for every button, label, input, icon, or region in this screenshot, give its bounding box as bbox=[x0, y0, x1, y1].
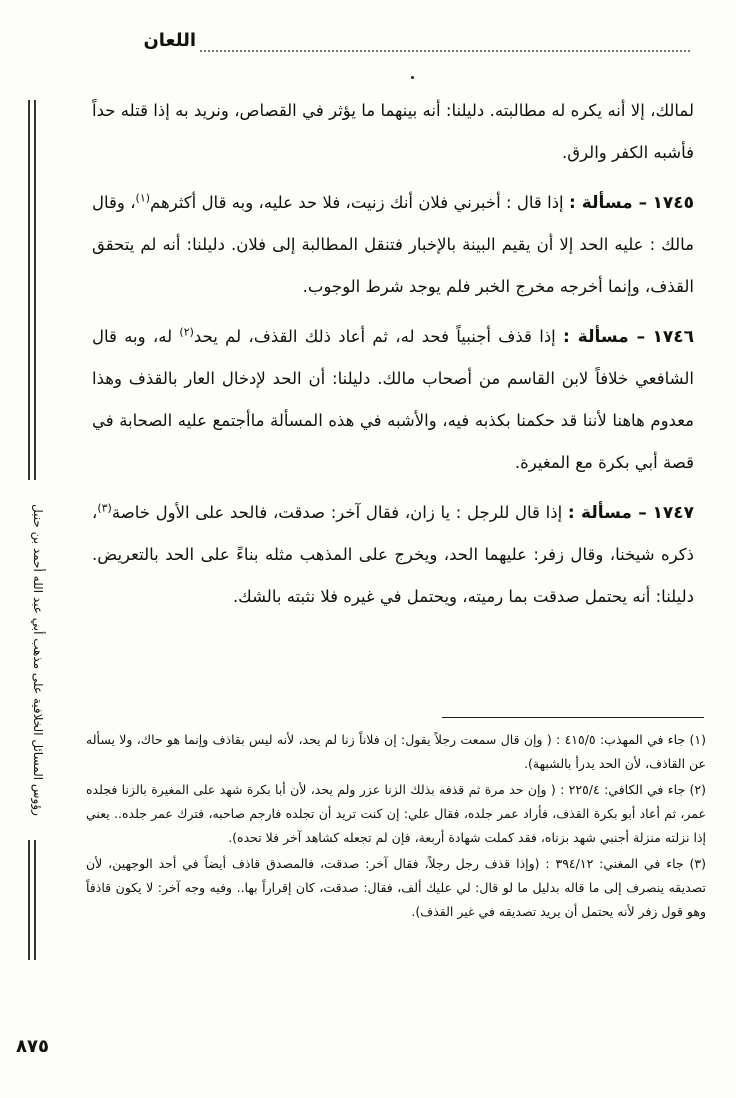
issue-number: ١٧٤٥ bbox=[652, 193, 695, 213]
running-book-title: رؤوس المسائل الخلافية على مذهب أبي عبد الله أحمد بن حنبل bbox=[6, 480, 46, 840]
issue-label: مسألة : bbox=[567, 503, 632, 523]
issue-text-rest: ، ذكره شيخنا، وقال زفر: عليهما الحد، ويخرج على المذهب مثله بناءً على الحد بالتعريض. دليلنا: أنه يحتمل صدقت بما رميته، ويحتمل في غيره فلا نثبته بالشك. bbox=[92, 503, 694, 606]
issue-label: مسألة : bbox=[563, 327, 629, 347]
footnote: (٢) جاء في الكافي: ٢٢٥/٤ : ( وإن حد مرة ثم قذفه بذلك الزنا عزر ولم يحد، لأن أبا بكرة شهد على المغيرة بالزنا فجلده عمر، ثم أعاد أبو بكرة القذف، فأراد عمر جلده، فقال علي: إن كنت تريد أن تجلده فارجم صاحبه، فترك عمر جلده.. يعني إذا نزلته منزلة أجنبي شهد بزناه، فقد كملت شهادة أربعة، فإن لم تجعله كشاهد آخر فلا تحده). bbox=[86, 782, 706, 845]
footnote: (١) جاء في المهذب: ٤١٥/٥ : ( وإن قال سمعت رجلاً يقول: إن فلاناً زنا لم يحد، لأنه ليس بقاذف وإنما هو حاك، ولا يسأله عن القاذف، لأن الحد يدرأ بالشبهة). bbox=[86, 732, 706, 771]
issue-text-rest: له، وبه قال الشافعي خلافاً لابن القاسم من أصحاب مالك. دليلنا: أن الحد لإدخال العار بالقذف وهذا معدوم هاهنا لأننا قد حكمنا بكذبه فيه، والأشبه في هذه المسألة ماأجتمع عليه الصحابة في قصة أبي بكرة مع المغيرة. bbox=[92, 327, 694, 472]
issue-number: ١٧٤٧ bbox=[652, 503, 695, 523]
footnotes bbox=[86, 728, 706, 926]
ink-dot bbox=[411, 76, 414, 79]
issue-paragraph: ١٧٤٥ – مسألة : إذا قال : أخبرني فلان أنك زنيت، فلا حد عليه، وبه قال أكثرهم$^{(١)}$، وقال مالك : عليه الحد إلا أن يقيم البينة بالإخبار فتنقل المطالبة إلى فلان. دليلنا: أنه لم يتحقق القذف، وإنما أخرجه مخرج الخبر فلم يوجد شرط الوجوب. bbox=[92, 191, 695, 296]
footnote-ref: (٢) bbox=[179, 325, 194, 339]
issue-text: إذا قال : أخبرني فلان أنك زنيت، فلا حد عليه، وبه قال أكثرهم bbox=[150, 193, 564, 212]
issue-text: إذا قذف أجنبياً فحد له، ثم أعاد ذلك القذف، لم يحد bbox=[193, 327, 556, 346]
issue-text: إذا قال للرجل : يا زان، فقال آخر: صدقت، فالحد على الأول خاصة bbox=[111, 503, 563, 522]
footnote: (٣) جاء في المغني: ٣٩٤/١٢ : (وإذا قذف رجل رجلاً، فقال آخر: صدقت، فالمصدق قاذف أيضاً في أحد الوجهين، لأن تصديقه ينصرف إلى ما قاله بدليل ما لو قال: لي عليك ألف، فقال: صدقت، كان إقراراً بها.. وفيه وجه آخر: لا يكون قاذفاً وهو قول زفر لأنه يحتمل أن يريد تصديقه في غير القذف). bbox=[86, 856, 707, 919]
issue-paragraph: ١٧٤٧ – مسألة : إذا قال للرجل : يا زان، فقال آخر: صدقت، فالحد على الأول خاصة$^{(٣)}$، ذكره شيخنا، وقال زفر: عليهما الحد، ويخرج على المذهب مثله بناءً على الحد بالتعريض. دليلنا: أنه يحتمل صدقت بما رميته، ويحتمل في غيره فلا نثبته بالشك. bbox=[92, 501, 695, 606]
chapter-title: اللعان bbox=[143, 30, 196, 51]
header-divider bbox=[200, 50, 690, 52]
issue-number: ١٧٤٦ bbox=[652, 327, 694, 347]
issue-text-rest: ، وقال مالك : عليه الحد إلا أن يقيم البينة بالإخبار فتنقل المطالبة إلى فلان. دليلنا: أنه لم يتحقق القذف، وإنما أخرجه مخرج الخبر فلم يوجد شرط الوجوب. bbox=[92, 193, 694, 296]
paragraph-continued: لمالك، إلا أنه يكره له مطالبته. دليلنا: أنه بينهما ما يؤثر في القصاص، ونريد به إذا قتله حداً فأشبه الكفر والرق. bbox=[92, 101, 694, 162]
page-number: ٨٧٥ bbox=[16, 1036, 49, 1057]
footnote-ref: (١) bbox=[135, 191, 151, 205]
footnote-divider bbox=[442, 717, 704, 718]
issue-label: مسألة : bbox=[568, 193, 633, 213]
issue-paragraph: ١٧٤٦ – مسألة : إذا قذف أجنبياً فحد له، ثم أعاد ذلك القذف، لم يحد$^{(٢)}$ له، وبه قال الشافعي خلافاً لابن القاسم من أصحاب مالك. دليلنا: أن الحد لإدخال العار بالقذف وهذا معدوم هاهنا لأننا قد حكمنا بكذبه فيه، والأشبه في هذه المسألة ماأجتمع عليه الصحابة في قصة أبي بكرة مع المغيرة. bbox=[92, 325, 694, 472]
main-text bbox=[92, 90, 694, 626]
footnote-ref: (٣) bbox=[97, 501, 112, 515]
